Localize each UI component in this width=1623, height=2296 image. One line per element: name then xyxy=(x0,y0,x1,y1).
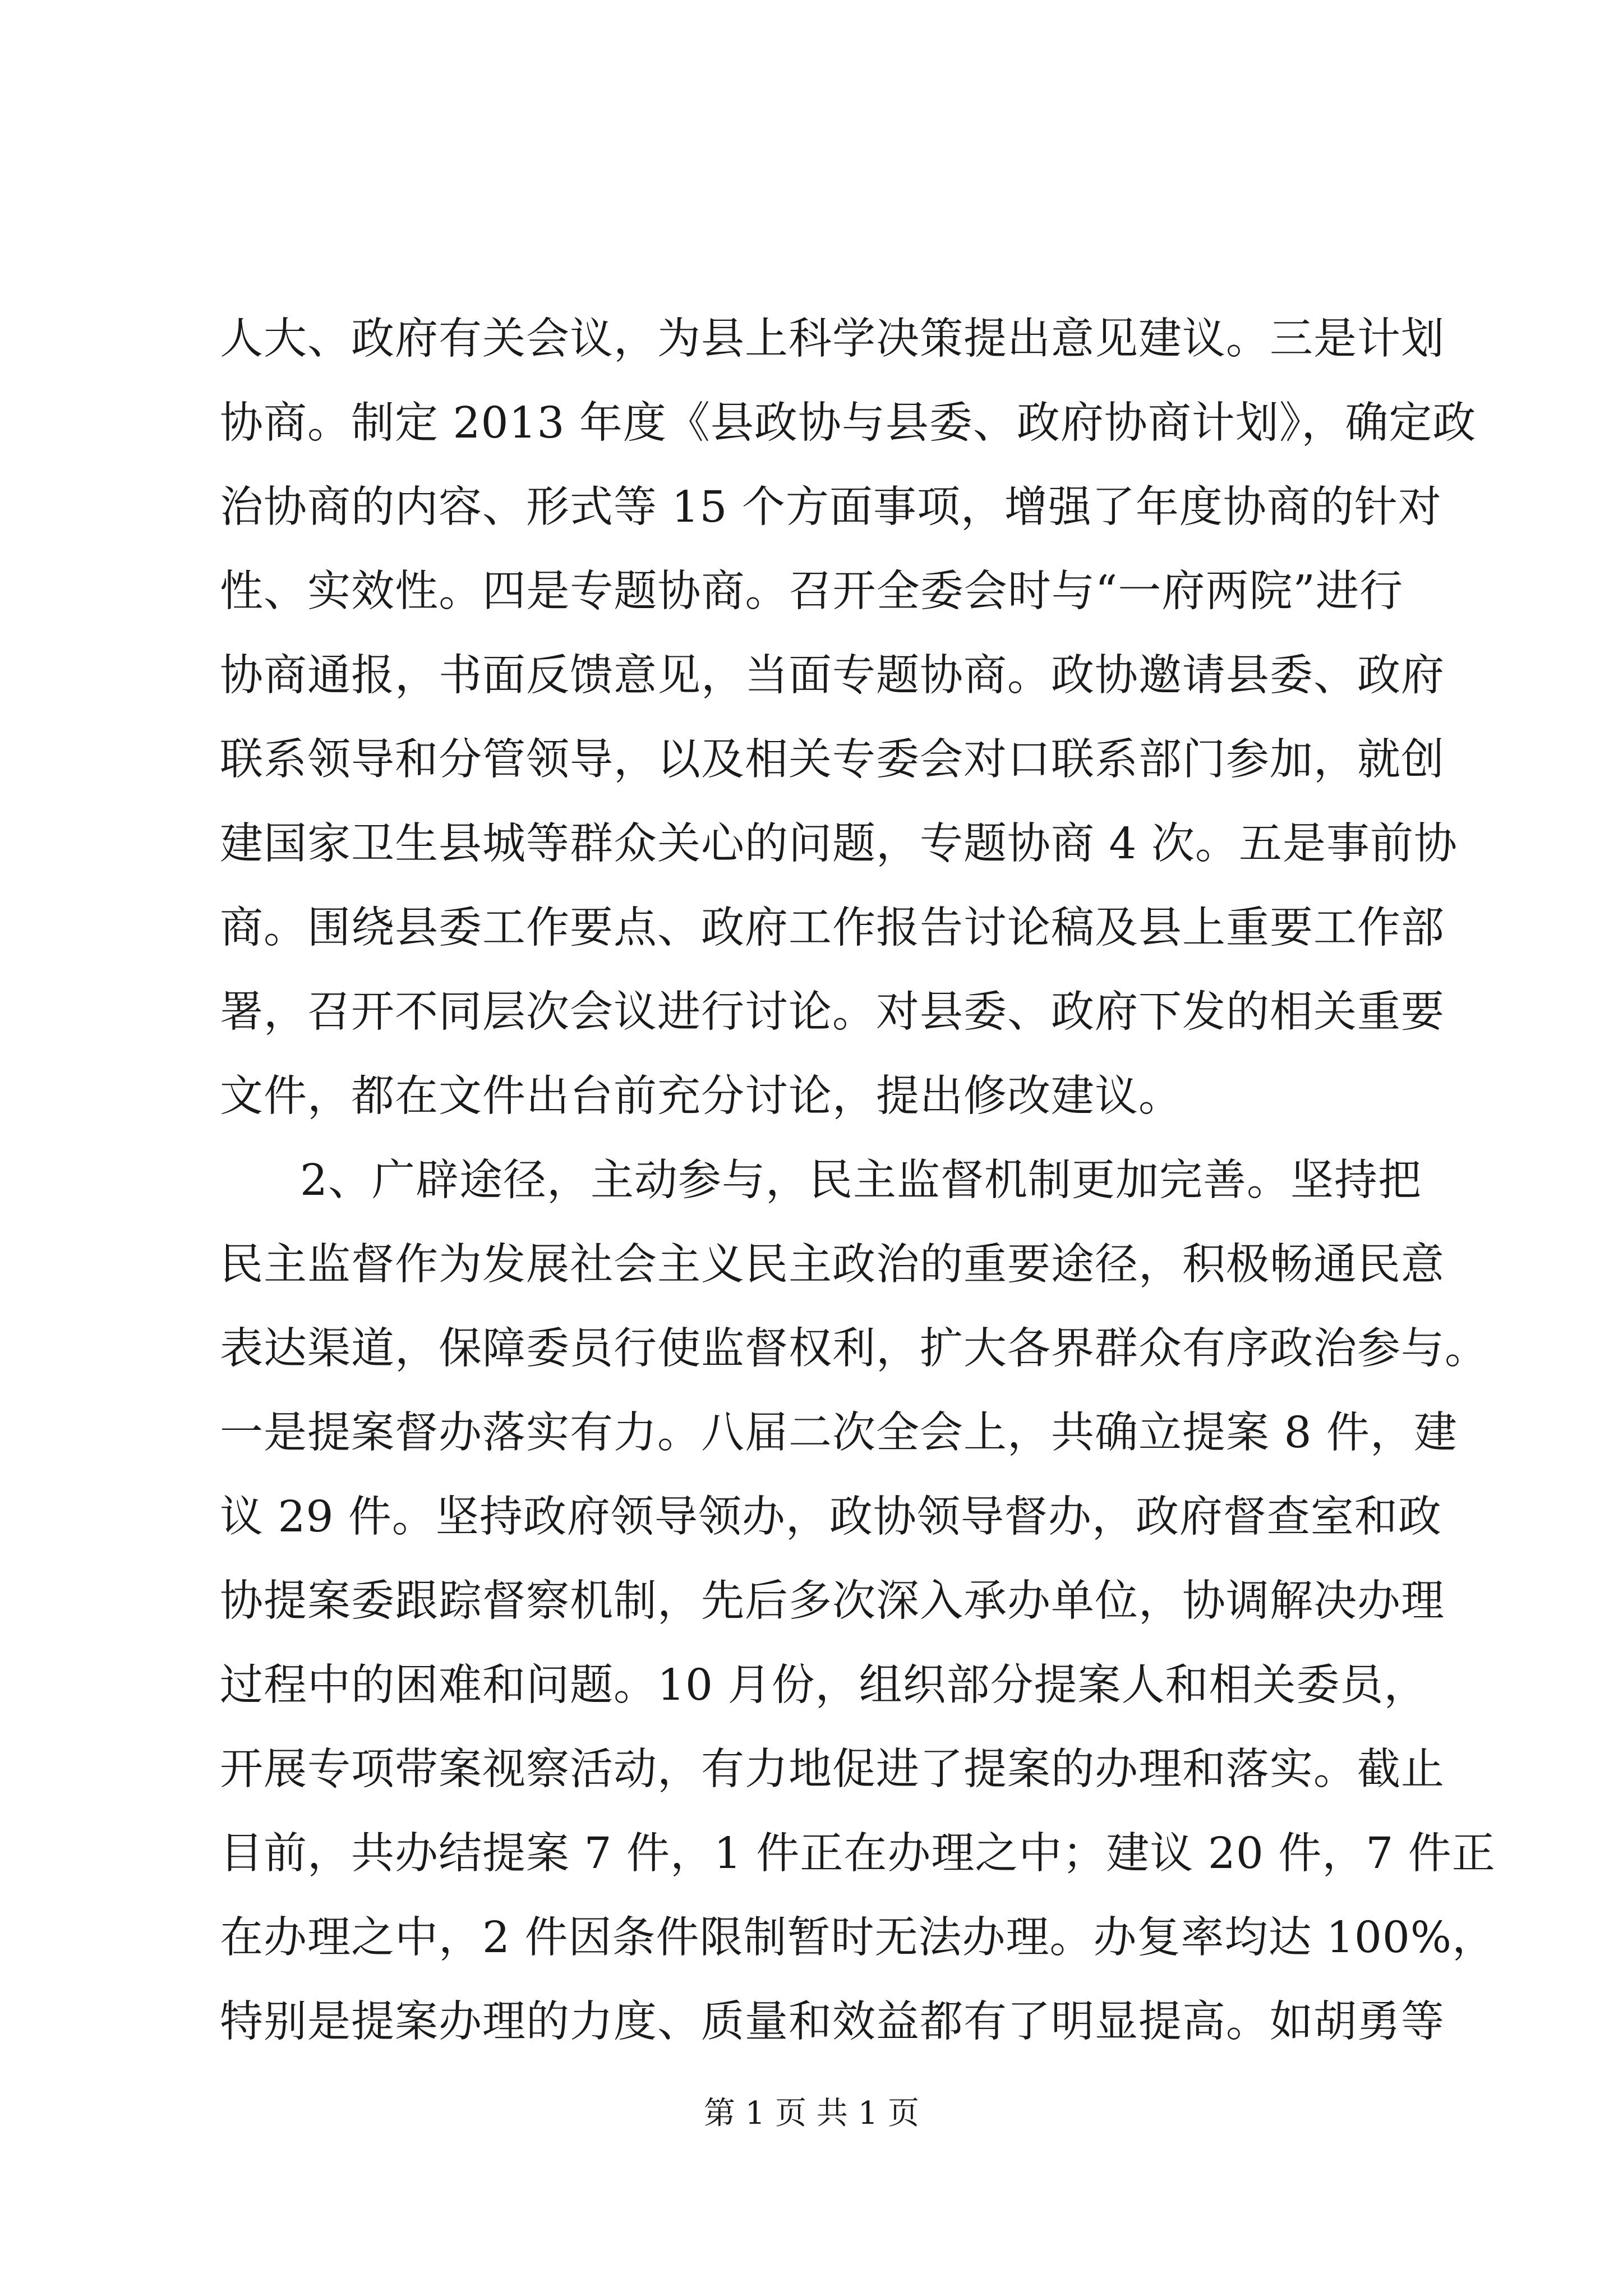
text-line-5: 协商通报，书面反馈意见，当面专题协商。政协邀请县委、政府 xyxy=(220,651,1445,701)
text-line-14: 一是提案督办落实有力。八届二次全会上，共确立提案 8 件，建 xyxy=(220,1408,1458,1458)
page-number-footer: 第 1 页 共 1 页 xyxy=(703,2095,920,2132)
text-line-9: 署，召开不同层次会议进行讨论。对县委、政府下发的相关重要 xyxy=(220,987,1445,1037)
text-line-12: 民主监督作为发展社会主义民主政治的重要途径，积极畅通民意 xyxy=(220,1240,1445,1290)
paragraph-2-first-line: 2、广辟途径，主动参与，民主监督机制更加完善。坚持把 xyxy=(300,1156,1422,1205)
text-line-19: 目前，共办结提案 7 件，1 件正在办理之中；建议 20 件，7 件正 xyxy=(220,1829,1496,1879)
text-line-3: 治协商的内容、形式等 15 个方面事项，增强了年度协商的针对 xyxy=(220,482,1442,532)
text-line-8: 商。围绕县委工作要点、政府工作报告讨论稿及县上重要工作部 xyxy=(220,903,1445,953)
text-line-16: 协提案委跟踪督察机制，先后多次深入承办单位，协调解决办理 xyxy=(220,1576,1445,1626)
text-line-18: 开展专项带案视察活动，有力地促进了提案的办理和落实。截止 xyxy=(220,1745,1445,1795)
text-line-7: 建国家卫生县城等群众关心的问题，专题协商 4 次。五是事前协 xyxy=(220,819,1458,869)
text-line-10: 文件，都在文件出台前充分讨论，提出修改建议。 xyxy=(220,1071,1182,1121)
text-line-20: 在办理之中，2 件因条件限制暂时无法办理。办复率均达 100%， xyxy=(220,1913,1496,1963)
text-line-4: 性、实效性。四是专题协商。召开全委会时与“一府两院”进行 xyxy=(220,567,1403,616)
text-line-1: 人大、政府有关会议，为县上科学决策提出意见建议。三是计划 xyxy=(220,314,1445,364)
text-line-2: 协商。制定 2013 年度《县政协与县委、政府协商计划》，确定政 xyxy=(220,398,1477,448)
text-line-15: 议 29 件。坚持政府领导领办，政协领导督办，政府督查室和政 xyxy=(220,1492,1442,1542)
text-line-6: 联系领导和分管领导，以及相关专委会对口联系部门参加，就创 xyxy=(220,735,1445,785)
text-line-21: 特别是提案办理的力度、质量和效益都有了明显提高。如胡勇等 xyxy=(220,1997,1445,2047)
text-line-13: 表达渠道，保障委员行使监督权利，扩大各界群众有序政治参与。 xyxy=(220,1324,1488,1374)
text-line-17: 过程中的困难和问题。10 月份，组织部分提案人和相关委员， xyxy=(220,1660,1428,1710)
